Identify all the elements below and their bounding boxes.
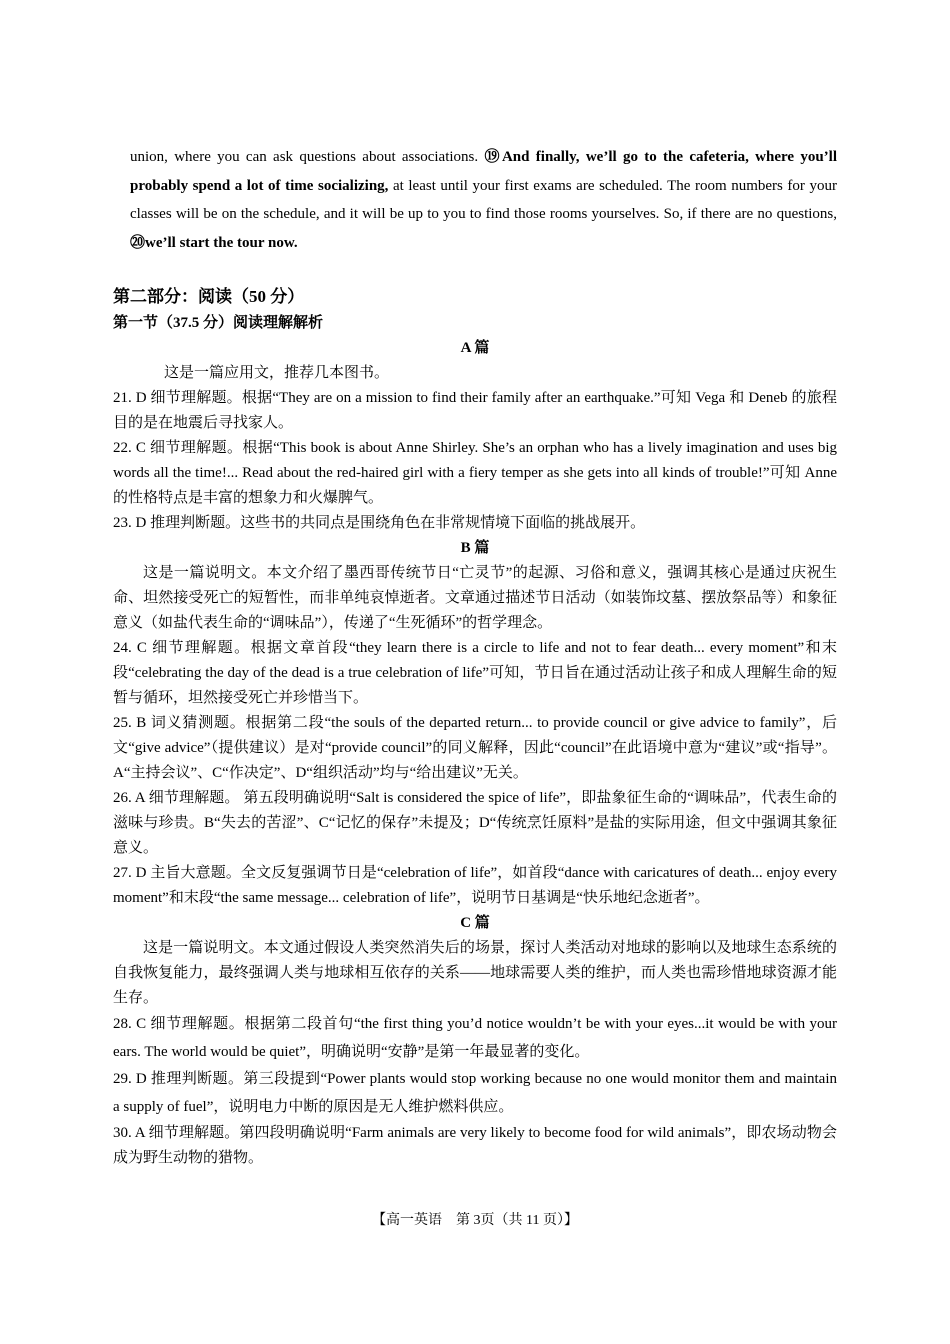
page-content <box>113 143 837 1171</box>
answer-item: 26. A 细节理解题。 第五段明确说明“Salt is considered the spice of life”，即盐象征生命的“调味品”，代表生命的滋味与珍贵。B“失去的苦涩”、C“记忆的保存”未提及；D“传统烹饪原料”是盐的实际用途，但文中强调其象征意义。 <box>113 790 837 856</box>
transcript-key-answer-20: ⑳we’ll start the tour now. <box>130 234 298 251</box>
passage-intro: 这是一篇说明文。本文介绍了墨西哥传统节日“亡灵节”的起源、习俗和意义，强调其核心是通过庆祝生命、坦然接受死亡的短暂性，而非单纯哀悼逝者。文章通过描述节日活动（如装饰坟墓、摆放祭品等）和象征意义（如盐代表生命的“调味品”），传递了“生死循环”的哲学理念。 <box>113 565 837 631</box>
passage-a <box>113 336 837 536</box>
answer-item: 25. B 词义猜测题。根据第二段“the souls of the departed return... to provide council or give advice to family”，后文“give advice”（提供建议）是对“provide council”的同义解释，因此“council”在此语境中意为“建议”或“指导”。A“主持会议”、C“作决定”、D“组织活动”均与“给出建议”无关。 <box>113 715 837 781</box>
answer-item: 23. D 推理判断题。这些书的共同点是围绕角色在非常规情境下面临的挑战展开。 <box>113 515 646 531</box>
passage-b <box>113 536 837 911</box>
transcript-text-rest: at least until your first exams are scheduled. The room numbers for your classes will be on the schedule, and it will be up to you to find those rooms yourselves. So, if there are no questions, <box>130 177 837 222</box>
page-footer: 【高一英语 第 3页（共 11 页）】 <box>372 1213 578 1228</box>
passage-intro: 这是一篇应用文，推荐几本图书。 <box>164 365 390 381</box>
part-title: 第二部分：阅读（50 分） <box>113 287 305 306</box>
transcript-text: union, where you can ask questions about associations. <box>130 149 485 165</box>
passage-title: C 篇 <box>460 915 490 931</box>
answer-item: 29. D 推理判断题。第三段提到“Power plants would stop working because no one would monitor them and maintain a supply of fuel”，说明电力中断的原因是无人维护燃料供应。 <box>113 1071 837 1115</box>
answer-item: 28. C 细节理解题。根据第二段首句“the first thing you’d notice wouldn’t be with your eyes...it would be with your ears. The world would be quiet”，明确说明“安静”是第一年最显著的变化。 <box>113 1016 837 1060</box>
answer-item: 21. D 细节理解题。根据“They are on a mission to find their family after an earthquake.”可知 Vega 和 Deneb 的旅程目的是在地震后寻找家人。 <box>113 390 837 431</box>
transcript-key-answer-19: ⑲And finally, we’ll go to the cafeteria, where you’ll probably spend a lot of time socializing, <box>130 149 837 194</box>
passage-title: A 篇 <box>460 340 490 356</box>
answer-item: 22. C 细节理解题。根据“This book is about Anne Shirley. She’s an orphan who has a lively imagination and uses big words all the time!... Read about the red-haired girl with a fiery temper as she gets into all kinds of trouble!”可知 Anne 的性格特点是丰富的想象力和火爆脾气。 <box>113 440 837 506</box>
answer-item: 24. C 细节理解题。根据文章首段“they learn there is a circle to life and not to fear death... every moment”和末段“celebrating the day of the dead is a true celebration of life”可知，节日旨在通过活动让孩子和成人理解生命的短暂与循环，坦然接受死亡并珍惜当下。 <box>113 640 837 706</box>
listening-transcript-tail <box>113 143 837 257</box>
answer-item: 30. A 细节理解题。第四段明确说明“Farm animals are very likely to become food for wild animals”，即农场动物会成为野生动物的猎物。 <box>113 1125 837 1166</box>
passage-title: B 篇 <box>460 540 490 556</box>
passage-intro: 这是一篇说明文。本文通过假设人类突然消失后的场景，探讨人类活动对地球的影响以及地球生态系统的自我恢复能力，最终强调人类与地球相互依存的关系——地球需要人类的维护，而人类也需珍惜地球资源才能生存。 <box>113 940 837 1006</box>
section-title: 第一节（37.5 分）阅读理解解析 <box>113 315 324 331</box>
passage-c <box>113 911 837 1171</box>
answer-item: 27. D 主旨大意题。全文反复强调节日是“celebration of life”，如首段“dance with caricatures of death... enjoy every moment”和末段“the same message... celebration of life”，说明节日基调是“快乐地纪念逝者”。 <box>113 865 837 906</box>
